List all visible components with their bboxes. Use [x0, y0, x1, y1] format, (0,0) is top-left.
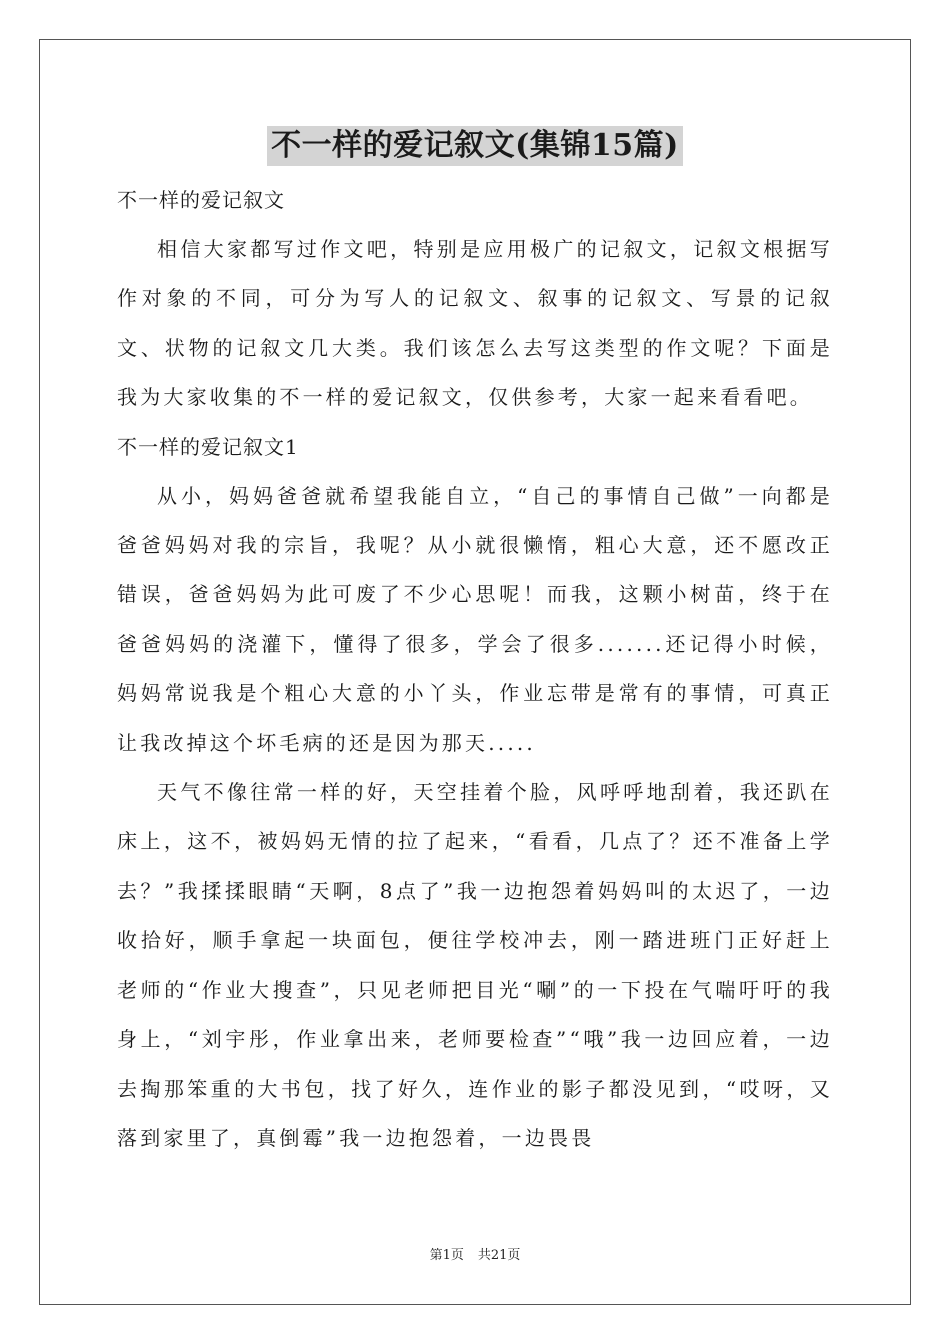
section-heading: 不一样的爱记叙文: [117, 188, 285, 212]
paragraph: 天气不像往常一样的好，天空挂着个脸，风呼呼地刮着，我还趴在床上，这不，被妈妈无情的拉了起来，“看看，几点了？还不准备上学去？”我揉揉眼睛“天啊，8点了”我一边抱怨着妈妈叫的太迟了，一边收拾好，顺手拿起一块面包，便往学校冲去，刚一踏进班门正好赶上老师的“作业大搜查”，只见老师把目光“唰”的一下投在气喘吁吁的我身上，“刘宇彤，作业拿出来，老师要检查”“哦”我一边回应着，一边去掏那笨重的大书包，找了好久，连作业的影子都没见到，“哎呀，又落到家里了，真倒霉”我一边抱怨着，一边畏畏: [117, 780, 833, 1150]
document-title: 不一样的爱记叙文(集锦15篇): [267, 126, 683, 166]
page-number: 第1页: [429, 1248, 464, 1263]
paragraph: 从小，妈妈爸爸就希望我能自立，“自己的事情自己做”一向都是爸爸妈妈对我的宗旨，我呢？从小就很懒惰，粗心大意，还不愿改正错误，爸爸妈妈为此可废了不少心思呢！而我，这颗小树苗，终于在爸爸妈妈的浇灌下，懂得了很多，学会了很多.......还记得小时候，妈妈常说我是个粗心大意的小丫头，作业忘带是常有的事情，可真正让我改掉这个坏毛病的还是因为那天.....: [117, 483, 833, 755]
page-footer: [0, 1246, 950, 1266]
page-total: 共21页: [477, 1248, 521, 1263]
section-heading: 不一样的爱记叙文1: [117, 434, 299, 459]
paragraph: 相信大家都写过作文吧，特别是应用极广的记叙文，记叙文根据写作对象的不同，可分为写人的记叙文、叙事的记叙文、写景的记叙文、状物的记叙文几大类。我们该怎么去写这类型的作文呢？下面是我为大家收集的不一样的爱记叙文，仅供参考，大家一起来看看吧。: [117, 237, 833, 410]
title-wrap: [0, 126, 950, 166]
document-body: [117, 176, 833, 1163]
